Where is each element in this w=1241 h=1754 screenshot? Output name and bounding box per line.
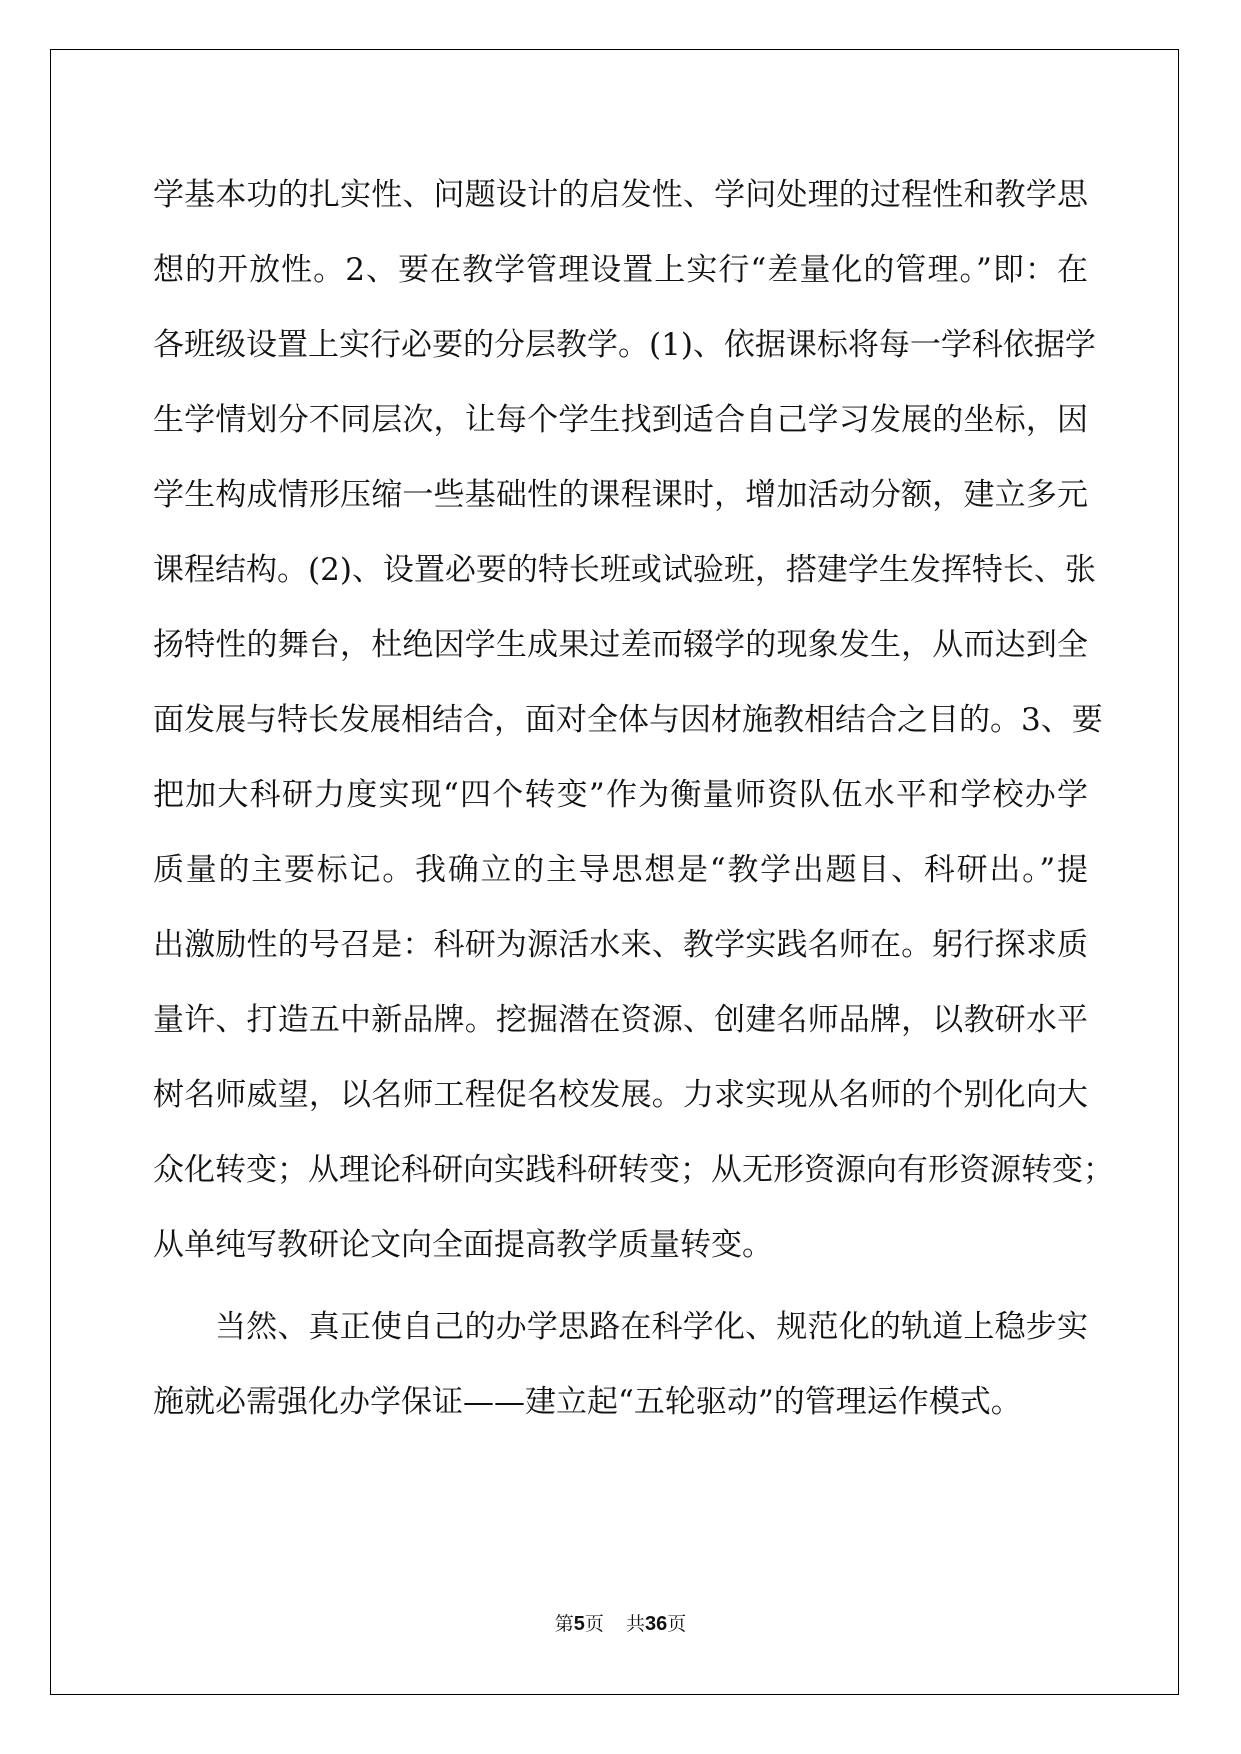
text-line: 众化转变；从理论科研向实践科研转变；从无形资源向有形资源转变；: [153, 1152, 1114, 1188]
footer-total-prefix: 共: [625, 1613, 645, 1635]
text-line: 量许、打造五中新品牌。挖掘潜在资源、创建名师品牌，以教研水平: [153, 1002, 1088, 1038]
text-line: 从单纯写教研论文向全面提高教学质量转变。: [153, 1227, 773, 1263]
footer-page-suffix: 页: [584, 1613, 604, 1635]
text-line: 课程结构。(2)、设置必要的特长班或试验班，搭建学生发挥特长、张: [153, 552, 1096, 588]
text-line: 施就必需强化办学保证——建立起“五轮驱动”的管理运作模式。: [153, 1384, 1022, 1420]
text-line: 出激励性的号召是：科研为源活水来、教学实践名师在。躬行探求质: [153, 927, 1088, 963]
document-body: [153, 158, 1114, 1440]
text-line: 质量的主要标记。我确立的主导思想是“教学出题目、科研出。”提: [153, 852, 1088, 888]
footer-total-suffix: 页: [667, 1613, 687, 1635]
footer-total-pages: 36: [644, 1613, 668, 1635]
text-line: 学生构成情形压缩一些基础性的课程课时，增加活动分额，建立多元: [153, 477, 1088, 513]
text-line: 面发展与特长发展相结合，面对全体与因材施教相结合之目的。3、要: [153, 702, 1103, 738]
footer-page-number: 5: [573, 1613, 585, 1635]
text-line: 学基本功的扎实性、问题设计的启发性、学问处理的过程性和教学思: [153, 177, 1088, 213]
text-line: 想的开放性。2、要在教学管理设置上实行“差量化的管理。”即：在: [153, 252, 1088, 288]
text-line: 扬特性的舞台，杜绝因学生成果过差而辍学的现象发生，从而达到全: [153, 627, 1088, 663]
text-line: 把加大科研力度实现“四个转变”作为衡量师资队伍水平和学校办学: [153, 777, 1088, 813]
footer-page-prefix: 第: [554, 1613, 574, 1635]
text-line: 各班级设置上实行必要的分层教学。(1)、依据课标将每一学科依据学: [153, 327, 1096, 363]
page-footer: [0, 1609, 1241, 1636]
text-line: 生学情划分不同层次，让每个学生找到适合自己学习发展的坐标，因: [153, 402, 1088, 438]
paragraph-gap: [153, 1283, 1088, 1290]
text-line: 树名师威望，以名师工程促名校发展。力求实现从名师的个别化向大: [153, 1077, 1088, 1113]
text-line: 当然、真正使自己的办学思路在科学化、规范化的轨道上稳步实: [215, 1309, 1088, 1345]
